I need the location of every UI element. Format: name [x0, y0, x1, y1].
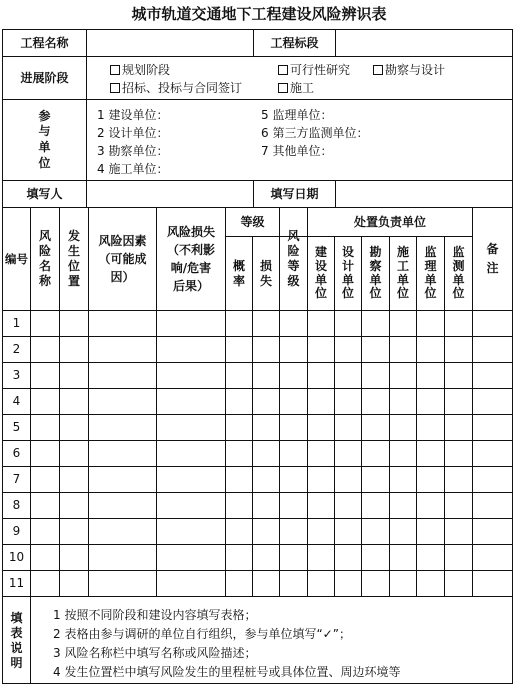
- participant-construction: 1 建设单位：: [97, 108, 169, 122]
- row-number: 6: [12, 446, 21, 460]
- grid-hline: [3, 414, 512, 415]
- project-name-label: 工程名称: [20, 35, 69, 50]
- participants-label: [3, 100, 86, 180]
- col-header-unit: 建设单位: [314, 244, 327, 301]
- grid-hline: [3, 336, 512, 337]
- participants-label-text: 参与单位: [38, 108, 51, 170]
- project-section-field[interactable]: [336, 30, 512, 56]
- grid-hline: [3, 388, 512, 389]
- stage-option-label: 施工: [290, 81, 315, 95]
- stage-option-planning[interactable]: [110, 63, 170, 77]
- col-header-unit: 施工单位: [396, 244, 409, 301]
- stage-option-label: 招标、投标与合同签订: [122, 81, 243, 95]
- row-number: 2: [12, 342, 21, 356]
- checkbox-icon: [110, 83, 120, 93]
- row-number: 3: [12, 368, 21, 382]
- participant-third-party-monitor: 6 第三方监测单位：: [261, 126, 369, 140]
- participant-design: 2 设计单位：: [97, 126, 169, 140]
- col-header-responsible: 处置负责单位: [353, 214, 426, 229]
- participant-other: 7 其他单位：: [261, 144, 333, 158]
- grid-hline: [3, 440, 512, 441]
- col-header-factor: 风险因素（可能成因）: [98, 234, 147, 284]
- filler-label: 填写人: [26, 186, 63, 201]
- row-number: 9: [12, 524, 21, 538]
- grid-hline: [3, 570, 512, 571]
- row-number: 4: [12, 394, 21, 408]
- note-item-3: 3 风险名称栏中填写名称或风险描述；: [53, 646, 257, 660]
- col-header-risk-name: 风险名称: [38, 229, 51, 288]
- col-header-no: 编号: [5, 251, 28, 266]
- grid-hline: [3, 466, 512, 467]
- fill-date-label: 填写日期: [270, 186, 319, 201]
- grid-vline: [86, 57, 87, 181]
- grid-hline: [3, 518, 512, 519]
- col-header-probability: 概率: [232, 258, 245, 288]
- grid-hline: [3, 492, 512, 493]
- notes-label: 填表说明: [10, 610, 23, 670]
- col-header-unit: 设计单位: [341, 244, 354, 301]
- col-header-grade: 等级: [240, 214, 265, 229]
- checkbox-icon: [278, 83, 288, 93]
- row-number: 8: [12, 498, 21, 512]
- risk-form-table: [2, 29, 513, 684]
- fill-date-field[interactable]: [336, 181, 512, 207]
- col-header-loss-short: 损失: [259, 258, 272, 288]
- col-header-unit: 监测单位: [452, 244, 465, 301]
- grid-hline: [3, 596, 512, 597]
- filler-field[interactable]: [87, 181, 253, 207]
- row-number: 10: [8, 550, 25, 564]
- stage-option-label: 规划阶段: [122, 63, 171, 77]
- stage-option-label: 勘察与设计: [385, 63, 446, 77]
- stage-option-bidding[interactable]: [110, 81, 242, 95]
- col-header-unit: 监理单位: [424, 244, 437, 301]
- note-item-2: 2 表格由参与调研的单位自行组织，参与单位填写“✓”；: [53, 627, 351, 641]
- grid-hline: [3, 310, 512, 311]
- participant-builder: 4 施工单位：: [97, 162, 169, 176]
- row-number: 1: [12, 316, 21, 330]
- grid-hline: [3, 544, 512, 545]
- col-header-unit: 勘察单位: [369, 244, 382, 301]
- stage-option-construction[interactable]: [278, 81, 314, 95]
- checkbox-icon: [110, 65, 120, 75]
- col-header-risk-grade: 风险等级: [287, 229, 300, 288]
- stage-label: 进展阶段: [20, 70, 69, 85]
- stage-option-feasibility[interactable]: [278, 63, 350, 77]
- checkbox-icon: [373, 65, 383, 75]
- checkbox-icon: [278, 65, 288, 75]
- col-header-location: 发生位置: [67, 229, 80, 288]
- form-title: 城市轨道交通地下工程建设风险辨识表: [131, 5, 387, 23]
- row-number: 5: [12, 420, 21, 434]
- row-number: 11: [8, 576, 25, 590]
- project-name-field[interactable]: [87, 30, 253, 56]
- participant-survey: 3 勘察单位：: [97, 144, 169, 158]
- col-header-remark: 备注: [486, 241, 499, 275]
- participant-supervisor: 5 监理单位：: [261, 108, 333, 122]
- stage-option-survey-design[interactable]: [373, 63, 445, 77]
- grid-vline: [30, 596, 31, 683]
- note-item-1: 1 按照不同阶段和建设内容填写表格；: [53, 608, 257, 622]
- stage-option-label: 可行性研究: [290, 63, 351, 77]
- project-section-label: 工程标段: [270, 35, 319, 50]
- note-item-4: 4 发生位置栏中填写风险发生的里程桩号或具体位置、周边环境等: [53, 665, 401, 679]
- grid-hline: [3, 362, 512, 363]
- col-header-loss: 风险损失（不利影响/危害后果）: [166, 225, 215, 293]
- row-number: 7: [12, 472, 21, 486]
